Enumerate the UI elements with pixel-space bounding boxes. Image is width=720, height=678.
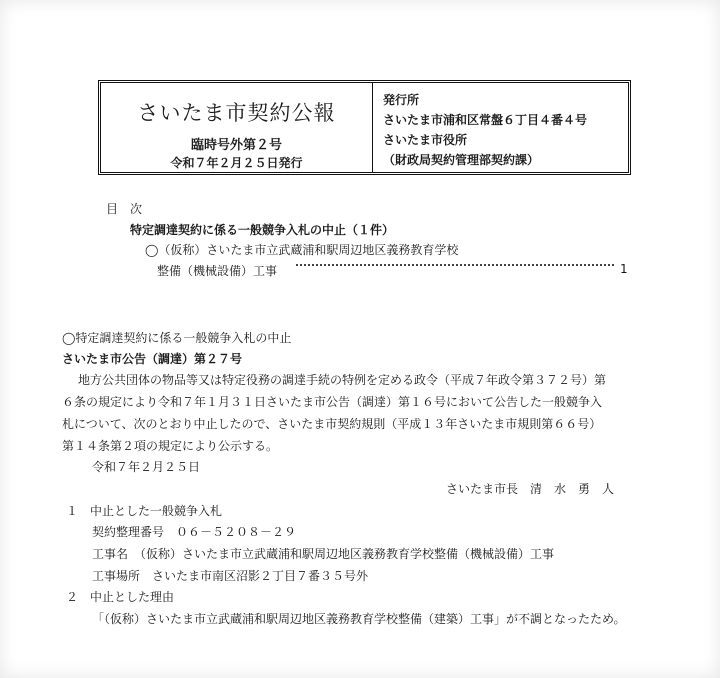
publisher-address: さいたま市浦和区常盤６丁目４番４号	[383, 113, 588, 127]
notice-heading: ◯特定調達契約に係る一般競争入札の中止	[62, 331, 292, 345]
notice-signer: さいたま市長 清 水 勇 人	[446, 482, 615, 496]
publisher-label: 発行所	[383, 93, 420, 107]
notice-body-line1: 地方公共団体の物品等又は特定役務の調達手続の特例を定める政令（平成７年政令第３７２号）第	[78, 373, 607, 387]
publisher-dept: （財政局契約管理部契約課）	[383, 153, 540, 167]
publisher-name: さいたま市役所	[383, 133, 468, 147]
item1-heading: １ 中止とした一般競争入札	[66, 504, 223, 518]
issue-number: 臨時号外第２号	[190, 138, 282, 153]
gazette-title: さいたま市契約公報	[137, 101, 336, 125]
work-place: 工事場所 さいたま市南区沼影２丁目７番３５号外	[92, 569, 369, 583]
toc-heading: 目 次	[106, 202, 143, 216]
notice-body-line3: 札について、次のとおり中止したので、さいたま市契約規則（平成１３年さいたま市規則第６６号）	[62, 417, 602, 431]
header-divider	[372, 83, 373, 172]
work-name: 工事名 （仮称）さいたま市立武蔵浦和駅周辺地区義務教育学校整備（機械設備）工事	[92, 547, 555, 561]
cancel-reason: 「（仮称）さいたま市立武蔵浦和駅周辺地区義務教育学校整備（建築）工事」が不調となったため。	[92, 612, 626, 626]
notice-date: 令和７年２月２５日	[92, 460, 201, 474]
toc-section: 特定調達契約に係る一般競争入札の中止（１件）	[130, 223, 395, 237]
toc-item-line2: 整備（機械設備）工事	[157, 264, 278, 278]
notice-body-line4: 第１４条第２項の規定により公示する。	[62, 439, 279, 453]
item2-heading: ２ 中止とした理由	[66, 590, 175, 604]
contract-number: 契約整理番号 ０６－５２０８－２９	[92, 525, 297, 539]
toc-leader-dots	[296, 264, 614, 266]
toc-item-line1: ◯（仮称）さいたま市立武蔵浦和駅周辺地区義務教育学校	[145, 243, 459, 257]
gazette-header	[98, 80, 631, 175]
notice-body-line2: ６条の規定により令和７年１月３１日さいたま市公告（調達）第１６号において公告した一般競争入	[62, 395, 603, 409]
toc-item-page: 1	[620, 262, 628, 276]
notice-number: さいたま市公告（調達）第２７号	[62, 352, 243, 366]
issue-date: 令和７年２月２５日発行	[170, 156, 303, 170]
